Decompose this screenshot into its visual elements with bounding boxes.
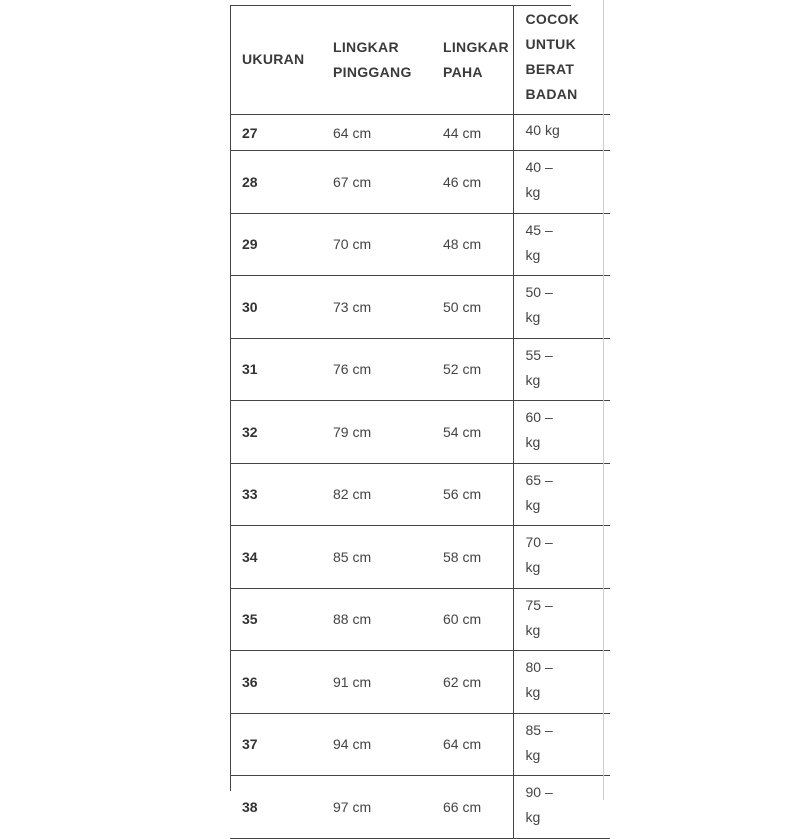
weight-range-text: 45 – [525, 221, 553, 238]
size-cell: 37 [230, 713, 321, 776]
table-row [230, 338, 610, 401]
table-row [230, 151, 610, 214]
table-row [230, 776, 610, 839]
scrollbar-track[interactable] [603, 0, 604, 800]
weight-cell [513, 115, 610, 151]
waist-cell: 76 cm [321, 338, 431, 401]
weight-unit-text: kg [525, 246, 541, 263]
waist-cell: 70 cm [321, 213, 431, 276]
header-thigh: LINGKAR PAHA [431, 5, 513, 115]
waist-cell: 79 cm [321, 401, 431, 464]
table-row [230, 401, 610, 464]
thigh-cell: 60 cm [431, 588, 513, 651]
weight-unit-text: kg [525, 559, 541, 575]
weight-range-text: 80 – [525, 659, 553, 675]
weight-unit-text: kg [525, 809, 541, 825]
table-row [230, 588, 610, 651]
waist-cell: 82 cm [321, 463, 431, 526]
size-chart-table [230, 5, 610, 839]
table-row [230, 115, 610, 151]
weight-range-text: 60 – [525, 409, 553, 425]
weight-range-text: 55 – [525, 346, 553, 363]
thigh-cell: 52 cm [431, 338, 513, 401]
thigh-cell: 56 cm [431, 463, 513, 526]
size-cell: 35 [230, 588, 321, 651]
size-cell: 31 [230, 338, 321, 401]
table-row [230, 713, 610, 776]
weight-cell [513, 276, 610, 339]
weight-cell [513, 401, 610, 464]
weight-unit-text: kg [525, 309, 541, 325]
thigh-cell: 44 cm [431, 115, 513, 151]
weight-unit-text: kg [525, 684, 541, 700]
weight-cell [513, 463, 610, 526]
weight-range-text: 85 – [525, 721, 553, 738]
weight-unit-text: kg [525, 746, 541, 763]
size-cell: 30 [230, 276, 321, 339]
size-cell: 36 [230, 651, 321, 714]
weight-cell [513, 151, 610, 214]
thigh-cell: 46 cm [431, 151, 513, 214]
thigh-cell: 62 cm [431, 651, 513, 714]
size-cell: 28 [230, 151, 321, 214]
table-row [230, 463, 610, 526]
waist-cell: 64 cm [321, 115, 431, 151]
header-weight: COCOK UNTUK BERAT BADAN [513, 5, 610, 115]
size-cell: 32 [230, 401, 321, 464]
weight-cell [513, 713, 610, 776]
size-cell: 34 [230, 526, 321, 589]
waist-cell: 91 cm [321, 651, 431, 714]
table-row [230, 276, 610, 339]
table-header-row [230, 5, 610, 115]
weight-range-text: 65 – [525, 471, 553, 488]
table-row [230, 213, 610, 276]
thigh-cell: 66 cm [431, 776, 513, 839]
weight-range-text: 40 – [525, 159, 553, 175]
table-row [230, 651, 610, 714]
weight-unit-text: kg [525, 496, 541, 513]
weight-unit-text: kg [525, 371, 541, 388]
weight-range-text: 50 – [525, 284, 553, 300]
weight-cell [513, 526, 610, 589]
thigh-cell: 54 cm [431, 401, 513, 464]
waist-cell: 88 cm [321, 588, 431, 651]
waist-cell: 85 cm [321, 526, 431, 589]
weight-cell [513, 338, 610, 401]
table-row [230, 526, 610, 589]
weight-unit-text: kg [525, 434, 541, 450]
thigh-cell: 48 cm [431, 213, 513, 276]
thigh-cell: 64 cm [431, 713, 513, 776]
header-waist: LINGKAR PINGGANG [321, 5, 431, 115]
waist-cell: 67 cm [321, 151, 431, 214]
thigh-cell: 58 cm [431, 526, 513, 589]
size-cell: 27 [230, 115, 321, 151]
weight-unit-text: kg [525, 184, 541, 200]
size-cell: 33 [230, 463, 321, 526]
waist-cell: 97 cm [321, 776, 431, 839]
weight-range-text: 40 kg [525, 122, 560, 138]
weight-range-text: 75 – [525, 596, 553, 613]
weight-range-text: 90 – [525, 784, 553, 800]
weight-cell [513, 651, 610, 714]
waist-cell: 94 cm [321, 713, 431, 776]
size-cell: 29 [230, 213, 321, 276]
thigh-cell: 50 cm [431, 276, 513, 339]
weight-cell [513, 776, 610, 839]
weight-range-text: 70 – [525, 534, 553, 550]
weight-cell [513, 588, 610, 651]
weight-unit-text: kg [525, 621, 541, 638]
header-size: UKURAN [230, 5, 321, 115]
size-cell: 38 [230, 776, 321, 839]
waist-cell: 73 cm [321, 276, 431, 339]
weight-cell [513, 213, 610, 276]
